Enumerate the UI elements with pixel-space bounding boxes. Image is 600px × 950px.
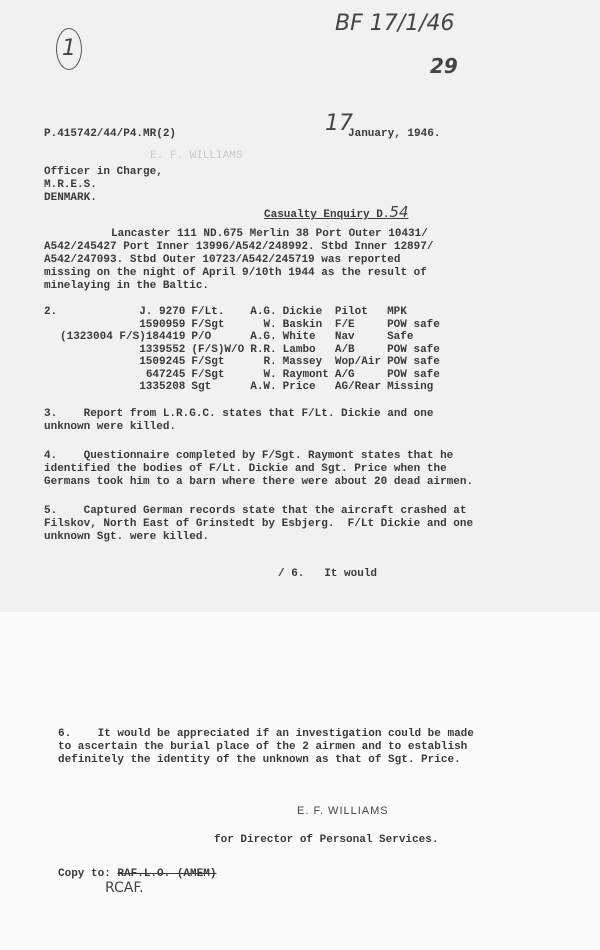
crew-role: Nav xyxy=(334,331,355,343)
crew-row xyxy=(60,356,446,369)
crew-rank: F/Sgt xyxy=(191,318,225,331)
para6-line: to ascertain the burial place of the 2 airmen and to establish xyxy=(58,741,468,753)
crew-rank: F/Lt. xyxy=(191,306,225,318)
crew-name: Baskin xyxy=(282,318,323,331)
para4-line: 4. Questionnaire completed by F/Sgt. Raymont states that he xyxy=(44,450,454,462)
crew-number: 1590959 xyxy=(139,318,186,331)
crew-status: MPK xyxy=(387,306,407,318)
crew-rank: P/O xyxy=(191,331,212,343)
crew-initials: R. xyxy=(263,356,277,368)
crew-row xyxy=(60,369,446,382)
crew-rank: F/Sgt xyxy=(191,368,225,381)
para6-line: 6. It would be appreciated if an investigation could be made xyxy=(58,728,474,740)
crew-name: Massey xyxy=(282,356,323,368)
crew-initials: R.R. xyxy=(250,343,277,356)
handwritten-date-day: 17 xyxy=(325,111,353,136)
bleed-through-text: E. F. WILLIAMS xyxy=(150,150,243,162)
crew-role: AG/Rear xyxy=(334,381,382,393)
crew-role: A/G xyxy=(334,368,355,381)
crew-status: Safe xyxy=(387,331,414,343)
crew-role: Wop/Air xyxy=(334,356,382,368)
subject-text: Casualty Enquiry D. xyxy=(264,209,390,221)
continuation-marker: / 6. It would xyxy=(278,568,378,580)
crew-name: Lambo xyxy=(282,343,316,356)
letter-date: January, 1946. xyxy=(348,128,441,140)
crew-number: 647245 xyxy=(145,368,186,381)
address-line: DENMARK. xyxy=(44,192,97,204)
crew-number: 1339552 xyxy=(139,343,186,356)
crew-initials: A.G. xyxy=(250,331,277,343)
crew-row xyxy=(60,319,446,332)
crew-status: POW safe xyxy=(387,318,440,331)
crew-status: POW safe xyxy=(387,356,440,368)
crew-row xyxy=(60,306,446,319)
address-line: Officer in Charge, xyxy=(44,166,163,178)
para5-line: 5. Captured German records state that the aircraft crashed at xyxy=(44,505,467,517)
address-line: M.R.E.S. xyxy=(44,179,97,191)
crew-name: Dickie xyxy=(282,306,323,318)
crew-role: Pilot xyxy=(334,306,368,318)
copy-to-line xyxy=(58,868,216,881)
crew-number: 1335208 xyxy=(139,381,186,393)
para5-line: Filskov, North East of Grinstedt by Esbjerg. F/Lt Dickie and one xyxy=(44,518,474,530)
para1-line: A542/247093. Stbd Outer 10723/A542/245719 was reported xyxy=(44,254,401,266)
crew-role: A/B xyxy=(334,343,355,356)
crew-para-number: 2. xyxy=(44,306,58,318)
crew-role: F/E xyxy=(334,318,355,331)
crew-initials: A.W. xyxy=(250,381,277,393)
crew-rank: F/Sgt xyxy=(191,356,225,368)
crew-rank: Sgt xyxy=(191,381,212,393)
crew-table xyxy=(60,306,446,394)
para6-line: definitely the identity of the unknown as that of Sgt. Price. xyxy=(58,754,461,766)
copy-to-struck-recipient: RAF.L.O. (AMEM) xyxy=(117,868,217,880)
handwritten-initials-date: BF 17/1/46 xyxy=(335,11,455,36)
reference-number: P.415742/44/P4.MR(2) xyxy=(44,128,177,140)
crew-name: Price xyxy=(282,381,316,393)
crew-status: POW safe xyxy=(387,343,440,356)
crew-rank: (F/S)W/O xyxy=(191,343,245,356)
page-two xyxy=(0,612,600,950)
para3-line: unknown were killed. xyxy=(44,421,177,433)
circled-number: 1 xyxy=(56,28,82,70)
para1-line: Lancaster 111 ND.675 Merlin 38 Port Outer 10431/ xyxy=(111,228,428,240)
folio-number: 29 xyxy=(430,54,458,78)
para1-line: A542/245427 Port Inner 13996/A542/248992. Stbd Inner 12897/ xyxy=(44,241,434,253)
subject-number: 54 xyxy=(389,203,409,221)
crew-initials: A.G. xyxy=(250,306,277,318)
para4-line: identified the bodies of F/Lt. Dickie and Sgt. Price when the xyxy=(44,463,447,475)
crew-name: White xyxy=(282,331,316,343)
crew-name: Raymont xyxy=(282,368,329,381)
crew-row xyxy=(60,381,446,394)
crew-number: 1509245 xyxy=(139,356,186,368)
crew-number: J. 9270 xyxy=(139,306,186,318)
copy-to-label: Copy to: xyxy=(58,868,111,880)
crew-initials: W. xyxy=(263,368,277,381)
crew-row xyxy=(60,331,446,344)
signatory-title: for Director of Personal Services. xyxy=(214,834,439,846)
crew-row xyxy=(60,344,446,357)
crew-number: (1323004 F/S)184419 xyxy=(60,331,186,343)
crew-status: Missing xyxy=(387,381,434,393)
para4-line: Germans took him to a barn where there were about 20 dead airmen. xyxy=(44,476,474,488)
para1-line: minelaying in the Baltic. xyxy=(44,280,210,292)
crew-status: POW safe xyxy=(387,368,440,381)
subject-line xyxy=(264,203,409,222)
signatory-name: E. F. WILLIAMS xyxy=(297,805,389,817)
para5-line: unknown Sgt. were killed. xyxy=(44,531,210,543)
crew-initials: W. xyxy=(263,318,277,331)
copy-to-handwritten-recipient: RCAF. xyxy=(105,880,144,896)
para3-line: 3. Report from L.R.G.C. states that F/Lt. Dickie and one xyxy=(44,408,434,420)
para1-line: missing on the night of April 9/10th 1944 as the result of xyxy=(44,267,427,279)
